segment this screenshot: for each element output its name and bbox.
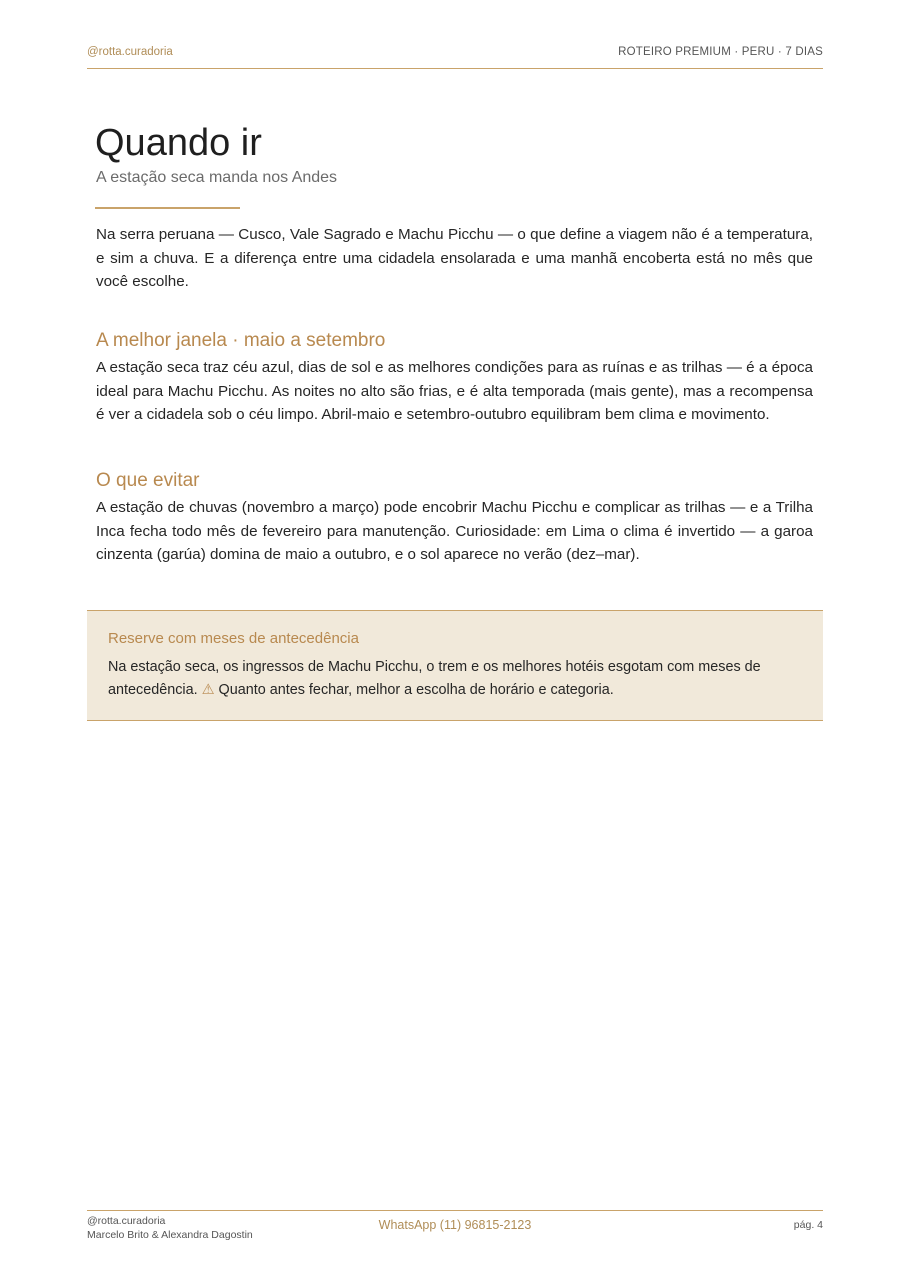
page-number: pág. 4 [793,1219,823,1231]
footer-authors: Marcelo Brito & Alexandra Dagostin [87,1229,253,1241]
section-heading-best-window: A melhor janela · maio a setembro [96,330,386,351]
section-body-best-window: A estação seca traz céu azul, dias de sol e as melhores condições para as ruínas e as trilhas — é a época ideal para Machu Picchu. As noites no alto são frias, e é alta temporada (mais gente), mas a recompensa é ver a cidadela sob o céu limpo. Abril-maio e setembro-outubro equilibram bem clima e movimento. [96,359,813,423]
callout-text-before: Na estação seca, os ingressos de Machu Picchu, o trem e os melhores hotéis esgotam com meses de antecedência. [108,659,761,698]
header-doc-label: ROTEIRO PREMIUM · PERU · 7 DIAS [618,46,823,58]
footer-whatsapp-contact: WhatsApp (11) 96815-2123 [378,1218,532,1232]
page-title: Quando ir [95,122,262,164]
section-body-what-to-avoid: A estação de chuvas (novembro a março) pode encobrir Machu Picchu e complicar as trilhas — e a Trilha Inca fecha todo mês de fevereiro para manutenção. Curiosidade: em Lima o clima é invertido — a garoa cinzenta (garúa) domina de maio a outubro, e o sol aparece no verão (dez–mar). [96,499,813,563]
warning-icon: ⚠ [201,682,215,698]
callout-title: Reserve com meses de antecedência [108,630,359,647]
page-header [87,46,823,69]
page-subtitle: A estação seca manda nos Andes [96,169,338,186]
intro-paragraph: Na serra peruana — Cusco, Vale Sagrado e Machu Picchu — o que define a viagem não é a temperatura, e sim a chuva. E a diferença entre uma cidadela ensolarada e uma manhã encoberta está no mês que você escolhe. [96,226,813,290]
callout-text [108,656,808,702]
section-heading-what-to-avoid: O que evitar [96,470,200,491]
footer-handle: @rotta.curadoria [87,1215,166,1227]
header-handle: @rotta.curadoria [87,46,173,58]
title-divider [95,207,240,209]
callout-text-after: Quanto antes fechar, melhor a escolha de horário e categoria. [218,682,614,698]
page-footer [87,1210,823,1251]
booking-callout [87,610,823,721]
